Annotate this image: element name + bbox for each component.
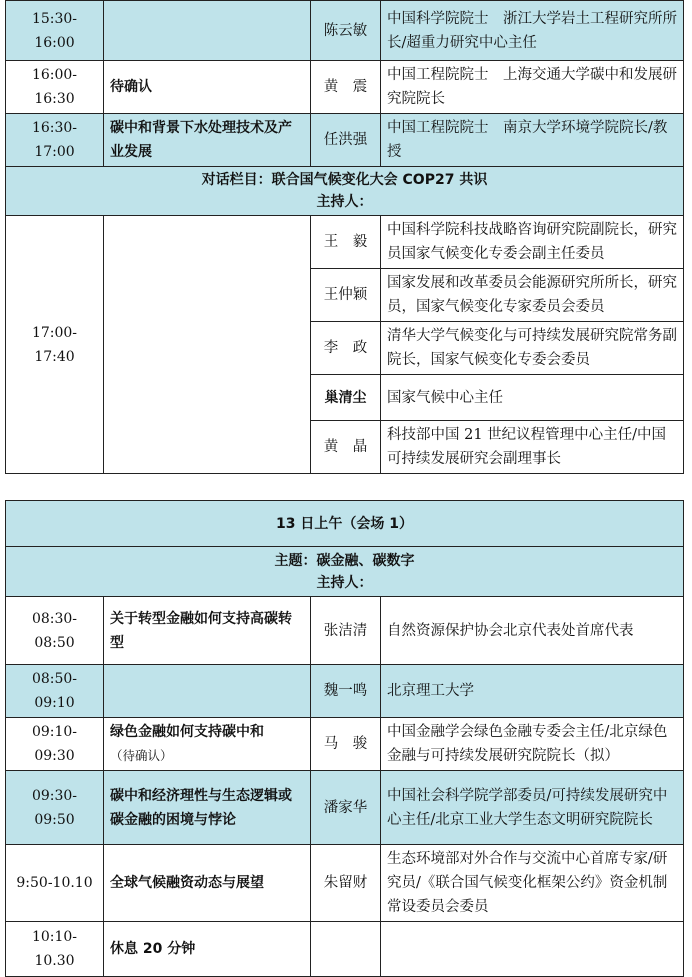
- topic-cell: [104, 665, 311, 718]
- speaker-cell: 马 骏: [311, 718, 381, 771]
- description-cell: 中国科学院院士 浙江大学岩土工程研究所所长/超重力研究中心主任: [381, 1, 684, 61]
- dialogue-header: [6, 167, 684, 216]
- speaker-cell: 王仲颖: [311, 269, 381, 322]
- description-cell: 中国工程院院士 南京大学环境学院院长/教授: [381, 114, 684, 167]
- topic-cell: [104, 718, 311, 771]
- table-row: [6, 771, 684, 845]
- topic-cell: 碳中和背景下水处理技术及产业发展: [104, 114, 311, 167]
- description-cell: 生态环境部对外合作与交流中心首席专家/研究员/《联合国气候变化框架公约》资金机制常设委员会委员: [381, 845, 684, 922]
- time-cell: 09:30-09:50: [6, 771, 104, 845]
- time-cell: 08:30-08:50: [6, 597, 104, 665]
- session-title: 13 日上午（会场 1）: [6, 501, 684, 547]
- speaker-cell: 潘家华: [311, 771, 381, 845]
- table-row: [6, 61, 684, 114]
- topic-note: （待确认）: [110, 748, 173, 763]
- theme-row: [6, 547, 684, 597]
- speaker-cell: 王 毅: [311, 216, 381, 269]
- description-cell: 北京理工大学: [381, 665, 684, 718]
- topic-cell: 休息 20 分钟: [104, 922, 311, 977]
- theme-host: 主持人：: [316, 574, 373, 591]
- table-row: [6, 114, 684, 167]
- table-row: [6, 216, 684, 269]
- theme-title: 主题：碳金融、碳数字: [274, 552, 415, 569]
- description-cell: 国家发展和改革委员会能源研究所所长，研究员，国家气候变化专家委员会委员: [381, 269, 684, 322]
- topic-cell: [104, 1, 311, 61]
- panel-topic-cell: [104, 216, 311, 474]
- description-cell: 自然资源保护协会北京代表处首席代表: [381, 597, 684, 665]
- time-cell: 16:00-16:30: [6, 61, 104, 114]
- speaker-cell: 李 政: [311, 322, 381, 375]
- topic-cell: 待确认: [104, 61, 311, 114]
- session-title-row: [6, 501, 684, 547]
- description-cell: 中国社会科学院学部委员/可持续发展研究中心主任/北京工业大学生态文明研究院院长: [381, 771, 684, 845]
- speaker-cell: 巢清尘: [311, 375, 381, 421]
- speaker-cell: 张洁清: [311, 597, 381, 665]
- dialogue-host: 主持人：: [316, 194, 373, 210]
- speaker-cell: 陈云敏: [311, 1, 381, 61]
- speaker-cell: 魏一鸣: [311, 665, 381, 718]
- description-cell: 中国金融学会绿色金融专委会主任/北京绿色金融与可持续发展研究院院长（拟）: [381, 718, 684, 771]
- time-cell: 09:10-09:30: [6, 718, 104, 771]
- table-row: [6, 597, 684, 665]
- topic-cell: 全球气候融资动态与展望: [104, 845, 311, 922]
- panel-time-cell: 17:00-17:40: [6, 216, 104, 474]
- speaker-cell: [311, 922, 381, 977]
- description-cell: [381, 922, 684, 977]
- speaker-cell: 黄 震: [311, 61, 381, 114]
- dialogue-header-row: [6, 167, 684, 216]
- speaker-cell: 朱留财: [311, 845, 381, 922]
- time-cell: 08:50-09:10: [6, 665, 104, 718]
- topic-cell: 关于转型金融如何支持高碳转型: [104, 597, 311, 665]
- description-cell: 国家气候中心主任: [381, 375, 684, 421]
- time-cell: 15:30-16:00: [6, 1, 104, 61]
- time-cell: 16:30-17:00: [6, 114, 104, 167]
- speaker-cell: 任洪强: [311, 114, 381, 167]
- topic-cell: 碳中和经济理性与生态逻辑或碳金融的困境与悖论: [104, 771, 311, 845]
- description-cell: 科技部中国 21 世纪议程管理中心主任/中国可持续发展研究会副理事长: [381, 421, 684, 474]
- description-cell: 中国科学院科技战略咨询研究院副院长，研究员国家气候变化专委会副主任委员: [381, 216, 684, 269]
- table-row: [6, 845, 684, 922]
- schedule-table-afternoon: [5, 0, 684, 474]
- time-cell: 10:10-10.30: [6, 922, 104, 977]
- description-cell: 中国工程院院士 上海交通大学碳中和发展研究院院长: [381, 61, 684, 114]
- schedule-table-morning: [5, 500, 684, 977]
- time-cell: 9:50-10.10: [6, 845, 104, 922]
- table-row: [6, 718, 684, 771]
- table-row: [6, 665, 684, 718]
- speaker-cell: 黄 晶: [311, 421, 381, 474]
- table-row: [6, 922, 684, 977]
- theme-header: [6, 547, 684, 597]
- table-row: [6, 1, 684, 61]
- topic-title: 绿色金融如何支持碳中和: [110, 724, 264, 740]
- dialogue-title: 对话栏目：联合国气候变化大会 COP27 共识: [201, 172, 488, 188]
- description-cell: 清华大学气候变化与可持续发展研究院常务副院长，国家气候变化专委会委员: [381, 322, 684, 375]
